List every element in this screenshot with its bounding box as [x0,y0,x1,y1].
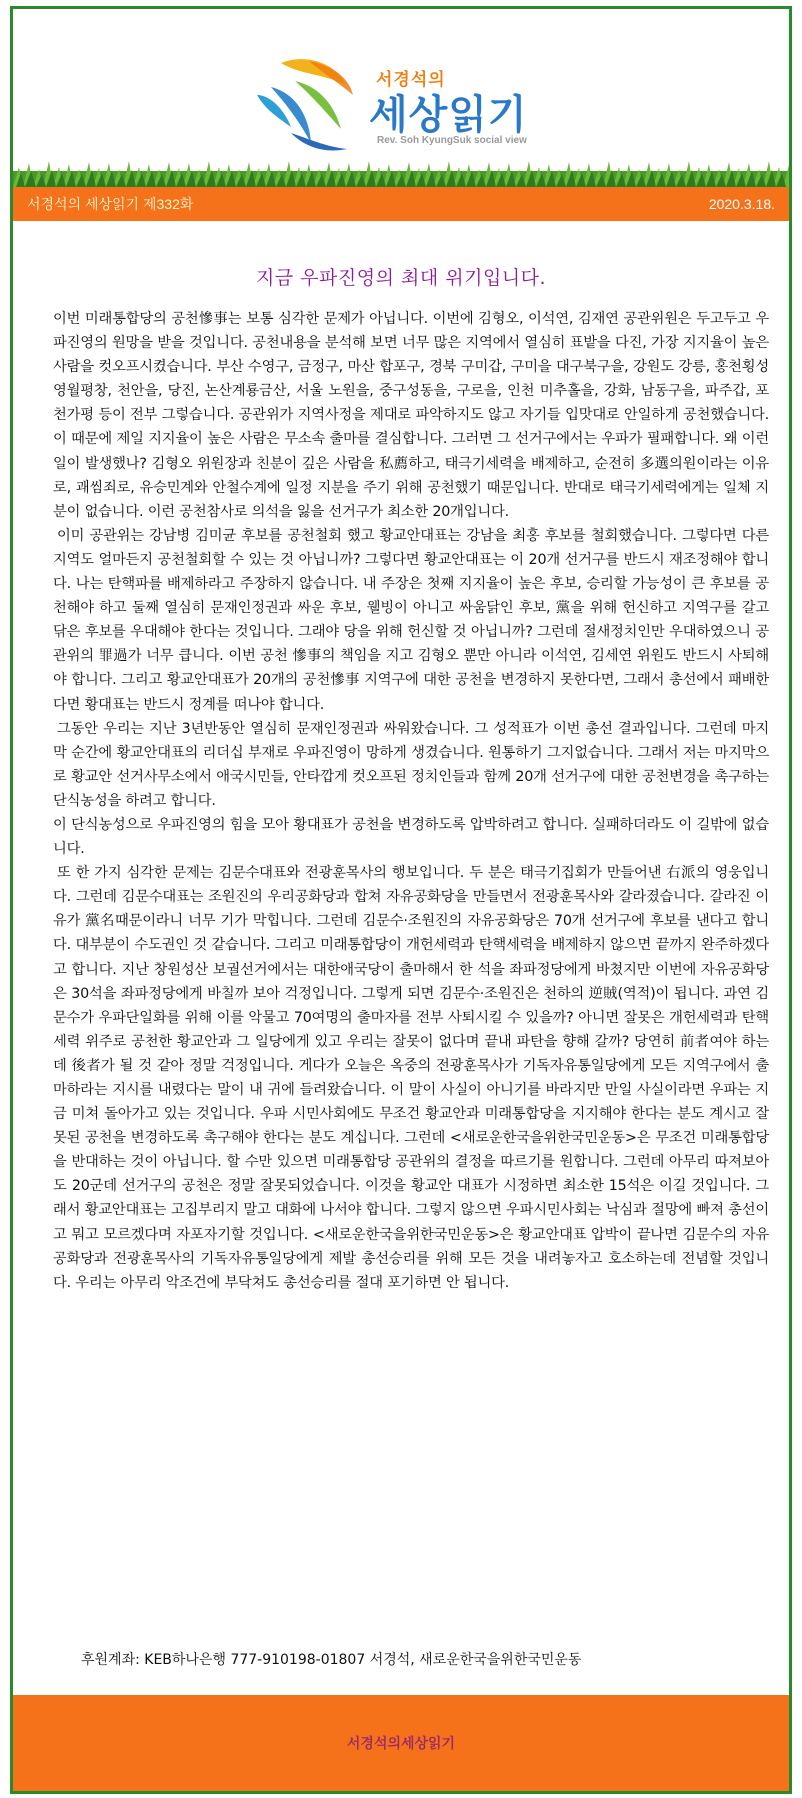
footer-bar [13,1695,789,1791]
article-body [53,307,769,1295]
footer-title: 서경석의세상읽기 [346,1736,456,1752]
logo-swoosh-icon [251,55,371,155]
article-paragraph: 그동안 우리는 지난 3년반동안 열심히 문재인정권과 싸워왔습니다. 그 성적표가 이번 총선 결과입니다. 그런데 마지막 순간에 황교안대표의 리더십 부재로 우파진영이 망하게 생겼습니다. 원통하기 그지없습니다. 그래서 저는 마지막으로 황교안 선거사무소에서 애국시민들, 안타깝게 컷오프된 정치인들과 함께 20개 선거구에 대한 공천변경을 촉구하는 단식농성을 하려고 합니다. [53,720,769,809]
issue-bar [13,187,789,221]
logo-subtitle: 서경석의 [376,70,446,90]
article-paragraph: 이번 미래통합당의 공천慘事는 보통 심각한 문제가 아닙니다. 이번에 김형오, 이석연, 김재연 공관위원은 두고두고 우파진영의 원망을 받을 것입니다. 공천내용을 분석해 보면 너무 많은 지역에서 열심히 표밭을 다진, 가장 지지율이 높은 사람을 컷오프시켰습니다. 부산 수영구, 금정구, 마산 합포구, 경북 구미갑, 구미을 대구북구을, 강원도 강릉, 홍천횡성영월평창, 천안을, 당진, 논산계룡금산, 서울 노원을, 중구성동을, 구로을, 인천 미추홀을, 강화, 남동구을, 파주갑, 포천가평 등이 전부 그렇습니다. 공관위가 지역사정을 제대로 파악하지도 않고 자기들 입맛대로 안일하게 공천했습니다. 이 때문에 제일 지지율이 높은 사람은 무소속 출마를 결심합니다. 그러면 그 선거구에서는 우파가 필패합니다. 왜 이런 일이 발생했나? 김형오 위원장과 친분이 깊은 사람을 私薦하고, 태극기세력을 배제하고, 순전히 多選의원이라는 이유로, 괘씸죄로, 유승민계와 안철수계에 일정 지분을 주기 위해 공천했기 때문입니다. 반대로 태극기세력에게는 일체 지분이 없습니다. 이런 공천참사로 의석을 잃을 선거구가 최소한 20개입니다. [53,311,769,520]
grass-strip [13,149,789,187]
logo-title: 세상읽기 [369,92,528,138]
issue-series: 서경석의 세상읽기 제332화 [27,196,194,212]
article-paragraph: 또 한 가지 심각한 문제는 김문수대표와 전광훈목사의 행보입니다. 두 분은 태극기집회가 만들어낸 右派의 영웅입니다. 그런데 김문수대표는 조원진의 우리공화당과 합쳐 자유공화당을 만들면서 전광훈목사와 갈라졌습니다. 갈라진 이유가 黨名때문이라니 너무 기가 막힙니다. 그런데 김문수·조원진의 자유공화당은 70개 선거구에 후보를 낸다고 합니다. 대부분이 수도권인 것 같습니다. 그리고 미래통합당이 개헌세력과 탄핵세력을 배제하지 않으면 끝까지 완주하겠다고 합니다. 지난 창원성산 보궐선거에서는 대한애국당이 출마해서 한 석을 좌파정당에게 바쳤지만 이번에 자유공화당은 30석을 좌파정당에게 바칠까 보아 걱정입니다. 그렇게 되면 김문수·조원진은 천하의 逆賊(역적)이 됩니다. 과연 김문수가 우파단일화를 위해 이를 악물고 70여명의 출마자를 전부 사퇴시킬 수 있을까? 아니면 잘못은 개헌세력과 탄핵세력 위주로 공천한 황교안과 그 일당에게 있고 우리는 잘못이 없다며 끝내 파탄을 향해 갈까? 당연히 前者여야 하는데 後者가 될 것 같아 정말 걱정입니다. 게다가 오늘은 옥중의 전광훈목사가 기독자유통일당에게 모든 지역구에서 출마하라는 지시를 내렸다는 말이 내 귀에 들려왔습니다. 이 말이 사실이 아니기를 바라지만 만일 사실이라면 우파는 지금 미쳐 돌아가고 있는 것입니다. 우파 시민사회에도 무조건 황교안과 미래통합당을 지지해야 한다는 분도 계시고 잘못된 공천을 변경하도록 촉구해야 한다는 분도 계십니다. 그런데 <새로운한국을위한국민운동>은 무조건 미래통합당을 반대하는 것이 아닙니다. 할 수만 있으면 미래통합당 공관위의 결정을 따르기를 원합니다. 그런데 아무리 따져보아도 20군데 선거구의 공천은 정말 잘못되었습니다. 이것을 황교안 대표가 시정하면 최소한 15석은 이길 것입니다. 그래서 황교안대표는 고집부리지 말고 대화에 나서야 합니다. 그렇지 않으면 우파시민사회는 낙심과 절망에 빠져 총선이고 뭐고 모르겠다며 자포자기할 것입니다. <새로운한국을위한국민운동>은 황교안대표 압박이 끝나면 김문수의 자유공화당과 전광훈목사의 기독자유통일당에게 제발 총선승리를 위해 모든 것을 내려놓자고 호소하는데 전념할 것입니다. 우리는 아무리 악조건에 부닥쳐도 총선승리를 절대 포기하면 안 됩니다. [53,865,769,1291]
header-banner [13,9,789,187]
article-title: 지금 우파진영의 최대 위기입니다. [255,267,547,289]
article-paragraph: 이미 공관위는 강남병 김미균 후보를 공천철회 했고 황교안대표는 강남을 최홍 후보를 철회했습니다. 그렇다면 다른 지역도 얼마든지 공천철회할 수 있는 것 아닙니까? 그렇다면 황교안대표는 이 20개 선거구를 반드시 재조정해야 합니다. 나는 탄핵파를 배제하라고 주장하지 않습니다. 내 주장은 첫째 지지율이 높은 후보, 승리할 가능성이 큰 후보를 공천해야 하고 둘째 열심히 문재인정권과 싸운 후보, 웰빙이 아니고 싸움닭인 후보, 黨을 위해 헌신하고 지역구를 갈고 닦은 후보를 우대해야 한다는 것입니다. 그래야 당을 위해 헌신할 것 아닙니까? 그런데 절새정치인만 우대하였으니 공관위의 罪過가 너무 큽니다. 이번 공천 慘事의 책임을 지고 김형오 뿐만 아니라 이석연, 김세연 위원도 반드시 사퇴해야 합니다. 그리고 황교안대표가 20개의 공천慘事 지역구에 대한 공천을 변경하지 못한다면, 그래서 총선에서 패배한다면 황대표는 반드시 정계를 떠나야 합니다. [53,527,769,713]
issue-date: 2020.3.18. [708,196,775,212]
donation-account: 후원계좌: KEB하나은행 777-910198-01807 서경석, 새로운한국을위한국민운동 [81,1652,582,1668]
newsletter-frame [10,6,792,1794]
article-paragraph: 이 단식농성으로 우파진영의 힘을 모아 황대표가 공천을 변경하도록 압박하려고 합니다. 실패하더라도 이 길밖에 없습니다. [53,816,769,858]
logo-english: Rev. Soh KyungSuk social view [377,135,527,146]
site-logo [251,55,581,155]
